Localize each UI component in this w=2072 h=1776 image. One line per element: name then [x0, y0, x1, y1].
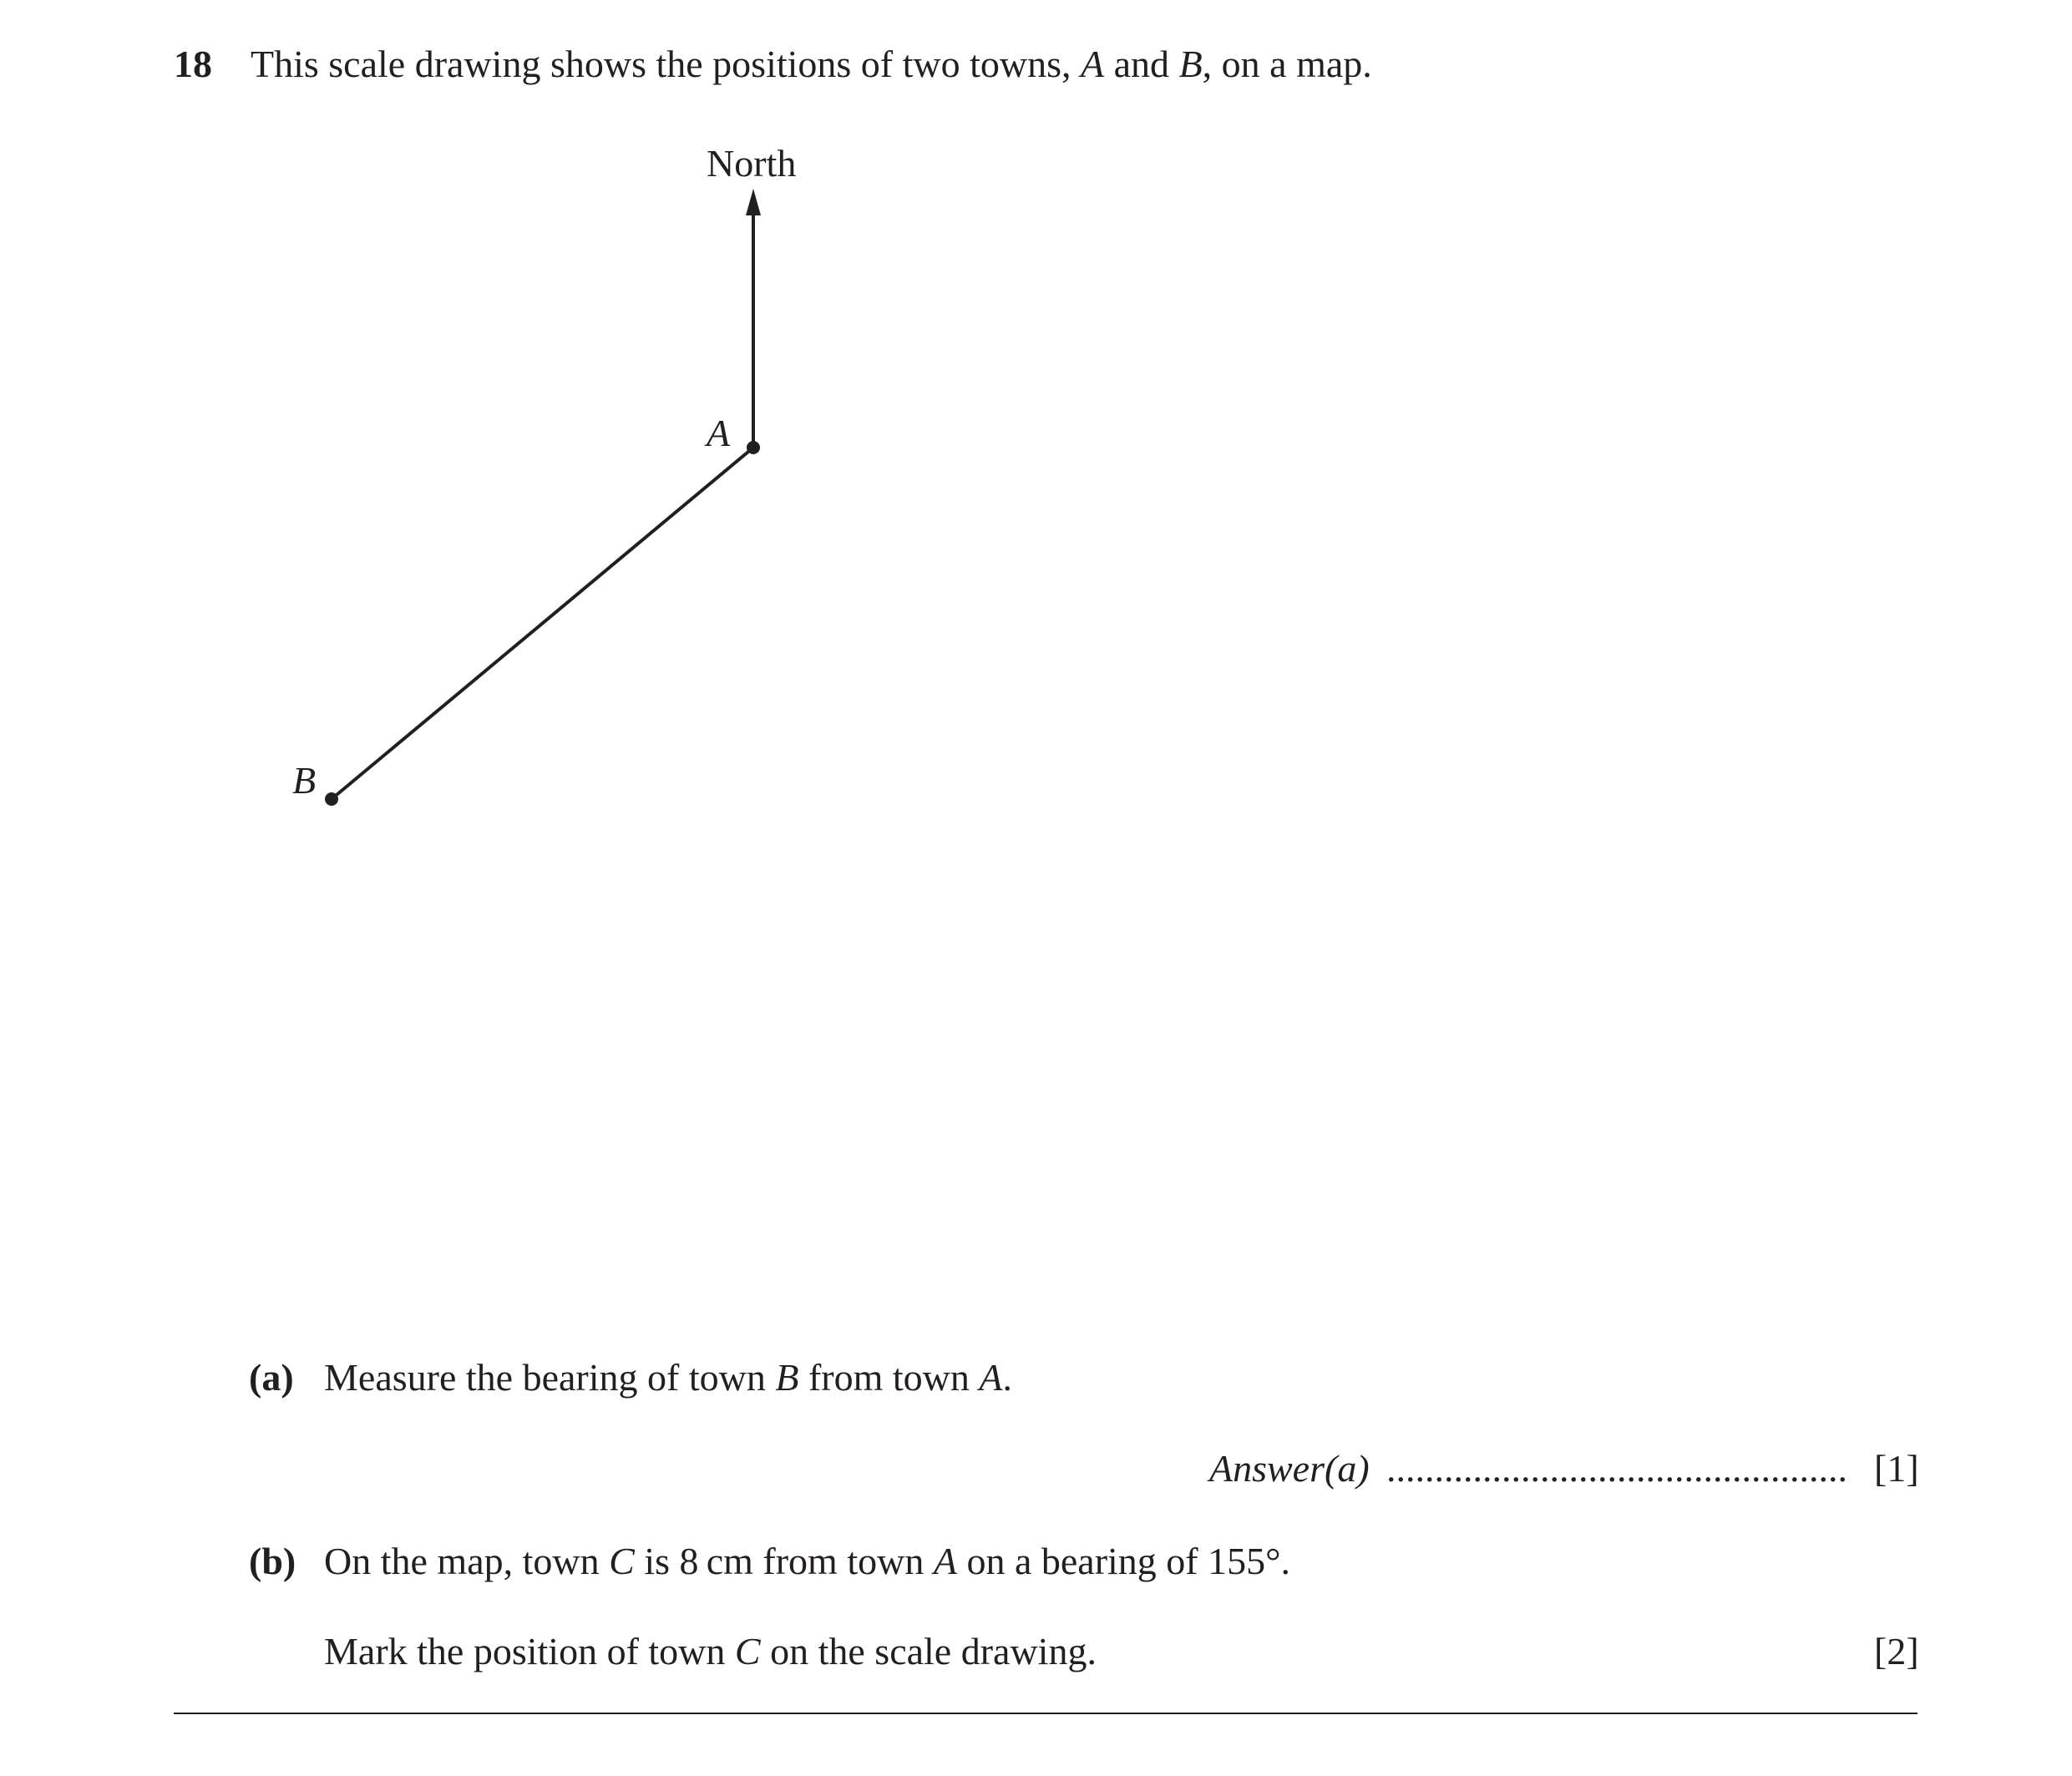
part-b-marks: [2] [1874, 1630, 1919, 1672]
part-b-town-c: C [609, 1540, 635, 1582]
question-number: 18 [174, 43, 212, 85]
part-b-instr-town-c: C [734, 1630, 761, 1672]
stem-text-2: and [1104, 43, 1179, 85]
part-a-question [324, 1356, 1012, 1399]
north-arrow-head [746, 189, 761, 215]
part-a-text-3: . [1002, 1356, 1012, 1399]
part-a-label: (a) [249, 1356, 294, 1399]
bottom-rule [174, 1713, 1917, 1714]
part-b-instr-1: Mark the position of town [324, 1630, 735, 1672]
part-a-town-b: B [775, 1356, 799, 1399]
part-b-text-3: on a bearing of 155°. [956, 1540, 1291, 1582]
part-a-text-1: Measure the bearing of town [324, 1356, 776, 1399]
stem-text-3: , on a map. [1202, 43, 1372, 85]
point-a-label: A [707, 412, 731, 454]
part-b-question [324, 1542, 1290, 1581]
answer-a-label: Answer(a) [1209, 1447, 1370, 1490]
part-a-marks: [1] [1874, 1447, 1919, 1490]
answer-a-field[interactable]: ................................................ [1386, 1450, 1847, 1488]
part-b-text-1: On the map, town [324, 1540, 610, 1582]
part-a-text-2: from town [798, 1356, 980, 1399]
stem-text-1: This scale drawing shows the positions of two towns, [251, 43, 1082, 85]
line-a-to-b [332, 448, 753, 799]
part-b-instr-2: on the scale drawing. [760, 1630, 1097, 1672]
part-b-label: (b) [249, 1540, 296, 1582]
part-b-town-a: A [933, 1540, 957, 1582]
point-a [747, 441, 760, 454]
stem-town-b: B [1178, 43, 1203, 85]
point-b-label: B [292, 759, 317, 802]
north-label: North [707, 142, 797, 185]
part-b-text-2: is 8 cm from town [634, 1540, 934, 1582]
stem-town-a: A [1081, 43, 1105, 85]
part-b-instruction [324, 1632, 1097, 1671]
point-b [325, 792, 338, 806]
part-a-town-a: A [979, 1356, 1003, 1399]
